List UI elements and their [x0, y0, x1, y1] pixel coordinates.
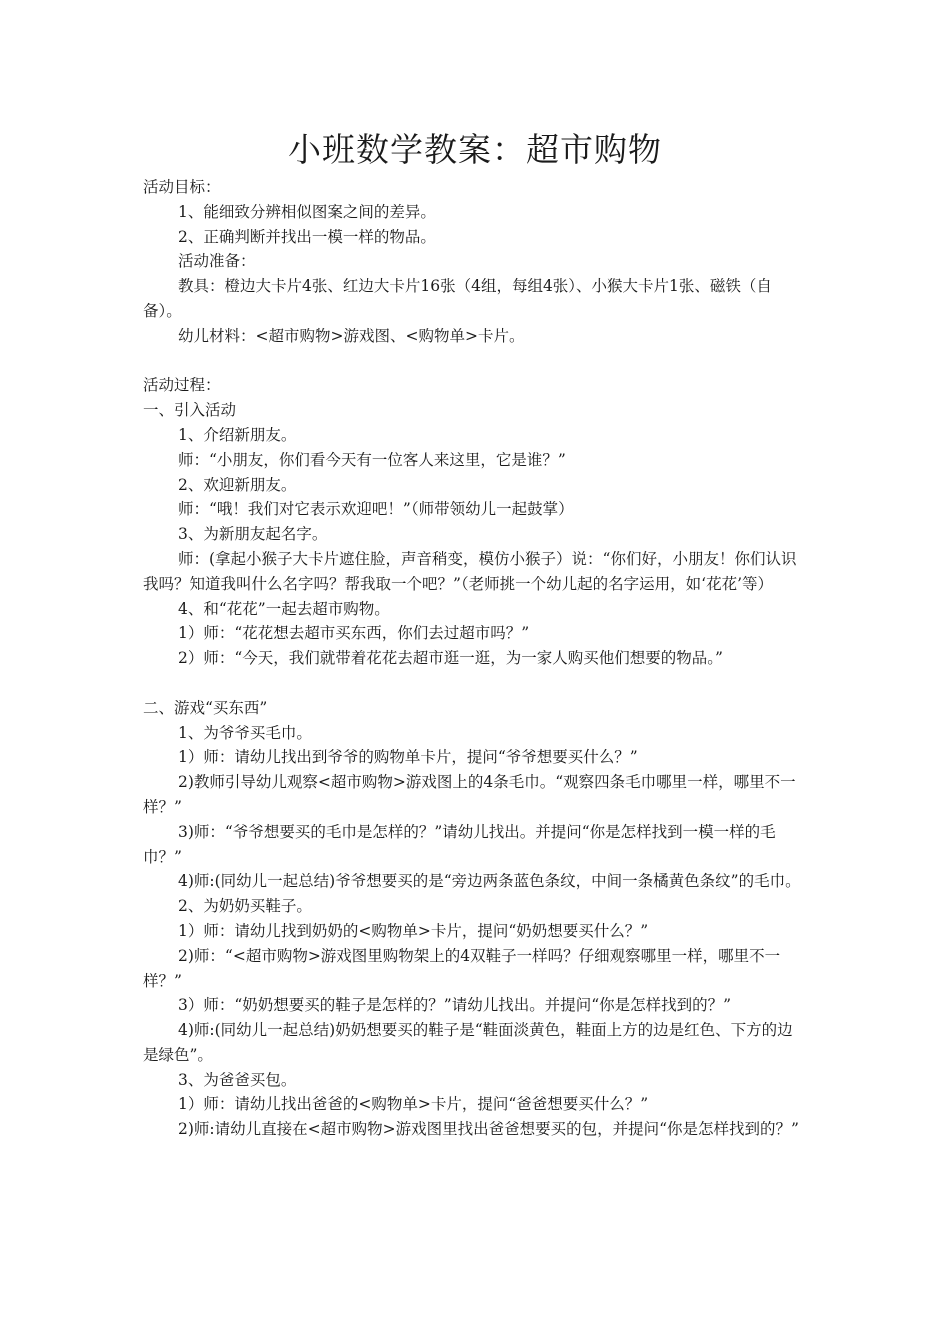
paragraph: 2、正确判断并找出一模一样的物品。 [178, 227, 436, 246]
paragraph: 活动目标： [143, 178, 221, 196]
paragraph: 3）师：“奶奶想要买的鞋子是怎样的？”请幼儿找出。并提问“你是怎样找到的？” [178, 996, 732, 1015]
paragraph: 4)师:(同幼儿一起总结)奶奶想要买的鞋子是“鞋面淡黄色，鞋面上方的边是红色、下方的边是绿色”。 [143, 1021, 793, 1064]
paragraph: 1）师：请幼儿找到奶奶的<购物单>卡片，提问“奶奶想要买什么？” [178, 921, 649, 940]
paragraph: 1）师：请幼儿找出爸爸的<购物单>卡片，提问“爸爸想要买什么？” [178, 1095, 649, 1114]
paragraph: 师：(拿起小猴子大卡片遮住脸，声音稍变，模仿小猴子）说：“你们好，小朋友！你们认识我吗？知道我叫什么名字吗？帮我取一个吧？”（老师挑一个幼儿起的名字运用，如‘花花’等） [143, 549, 797, 593]
paragraph: 师：“哦！我们对它表示欢迎吧！”（师带领幼儿一起鼓掌） [178, 500, 574, 519]
paragraph: 2)师：“<超市购物>游戏图里购物架上的4双鞋子一样吗？仔细观察哪里一样，哪里不一样？” [143, 946, 781, 990]
document-title: 小班数学教案：超市购物 [288, 130, 662, 169]
paragraph: 2、为奶奶买鞋子。 [178, 897, 312, 916]
blank-line [143, 671, 807, 696]
paragraph: 二、游戏“买东西” [143, 698, 268, 717]
paragraph: 师：“小朋友，你们看今天有一位客人来这里，它是谁？” [178, 450, 566, 469]
paragraph: 2、欢迎新朋友。 [178, 475, 297, 494]
paragraph: 2）师：“今天，我们就带着花花去超市逛一逛，为一家人购买他们想要的物品。” [178, 649, 723, 668]
paragraph: 4、和“花花”一起去超市购物。 [178, 599, 390, 618]
paragraph: 4)师:(同幼儿一起总结)爷爷想要买的是“旁边两条蓝色条纹，中间一条橘黄色条纹”的毛巾。 [178, 872, 801, 891]
paragraph: 2)师:请幼儿直接在<超市购物>游戏图里找出爸爸想要买的包，并提问“你是怎样找到的？” [178, 1120, 799, 1139]
paragraph: 1）师：“花花想去超市买东西，你们去过超市吗？” [178, 624, 530, 643]
paragraph: 活动准备： [178, 252, 256, 271]
paragraph: 1）师：请幼儿找出到爷爷的购物单卡片，提问“爷爷想要买什么？” [178, 748, 638, 767]
document-body [143, 175, 807, 1142]
paragraph: 3、为爸爸买包。 [178, 1070, 297, 1089]
paragraph: 活动过程： [143, 376, 221, 395]
paragraph: 一、引入活动 [143, 401, 237, 420]
paragraph: 1、为爷爷买毛巾。 [178, 723, 312, 742]
paragraph: 3)师：“爷爷想要买的毛巾是怎样的？”请幼儿找出。并提问“你是怎样找到一模一样的毛巾？” [143, 822, 776, 866]
blank-line [143, 349, 807, 374]
paragraph: 教具：橙边大卡片4张、红边大卡片16张（4组，每组4张）、小猴大卡片1张、磁铁（自备）。 [143, 277, 772, 320]
paragraph: 2)教师引导幼儿观察<超市购物>游戏图上的4条毛巾。“观察四条毛巾哪里一样，哪里不一样？” [143, 773, 796, 816]
paragraph: 幼儿材料：<超市购物>游戏图、<购物单>卡片。 [178, 326, 525, 345]
paragraph: 1、介绍新朋友。 [178, 425, 297, 444]
paragraph: 3、为新朋友起名字。 [178, 525, 328, 544]
paragraph: 1、能细致分辨相似图案之间的差异。 [178, 202, 436, 221]
